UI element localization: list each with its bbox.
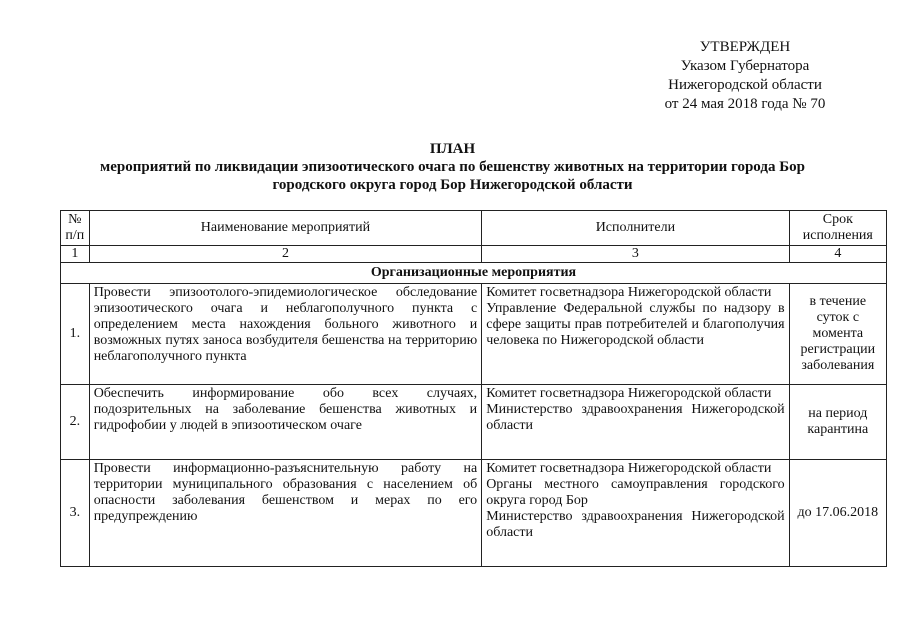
row-executors [482, 284, 789, 385]
index-row [61, 246, 887, 263]
approval-block [630, 38, 860, 114]
row-term: до 17.06.2018 [789, 460, 886, 567]
index-cell: 2 [89, 246, 482, 263]
header-executors: Исполнители [482, 211, 789, 246]
row-executors [482, 385, 789, 460]
executor: Управление Федеральной службы по надзору в сфере защиты прав потребителей и благополучия человека по Нижегородской области [486, 301, 785, 348]
executor: Органы местного самоуправления городского округа город Бор [486, 477, 785, 508]
document-title: ПЛАН [429, 141, 476, 157]
section-row [61, 263, 887, 284]
index-cell: 1 [61, 246, 90, 263]
table-row [61, 284, 887, 385]
header-name: Наименование мероприятий [89, 211, 482, 246]
row-number: 1. [61, 284, 90, 385]
row-number: 2. [61, 385, 90, 460]
executor: Комитет госветнадзора Нижегородской области [486, 285, 772, 300]
section-title: Организационные мероприятия [61, 263, 887, 284]
row-executors [482, 460, 789, 567]
approval-authority: Указом Губернатора [680, 58, 810, 74]
header-row [61, 211, 887, 246]
approval-region: Нижегородской области [668, 77, 822, 93]
approval-status: УТВЕРЖДЕН [699, 39, 791, 55]
table-row [61, 385, 887, 460]
row-activity: Провести информационно-разъяснительную работу на территории муниципального образования с населением об опасности заболевания бешенством и мерах по его предупреждению [89, 460, 482, 567]
row-term: на период карантина [789, 385, 886, 460]
table-row [61, 460, 887, 567]
document-subtitle: мероприятий по ликвидации эпизоотического очага по бешенству животных на территории города Бор городского округа город Бор Нижегородской области [100, 159, 805, 193]
row-number: 3. [61, 460, 90, 567]
index-cell: 4 [789, 246, 886, 263]
executor: Комитет госветнадзора Нижегородской области [486, 461, 772, 476]
executor: Министерство здравоохранения Нижегородской области [486, 402, 785, 433]
row-activity: Обеспечить информирование обо всех случаях, подозрительных на заболевание бешенства животных и гидрофобии у людей в эпизоотическом очаге [89, 385, 482, 460]
index-cell: 3 [482, 246, 789, 263]
plan-table [60, 210, 887, 567]
header-term: Срок исполнения [789, 211, 886, 246]
executor: Министерство здравоохранения Нижегородской области [486, 509, 785, 540]
approval-date: от 24 мая 2018 года № 70 [664, 96, 826, 112]
header-num: № п/п [61, 211, 90, 246]
row-term: в течение суток с момента регистрации заболевания [789, 284, 886, 385]
executor: Комитет госветнадзора Нижегородской области [486, 386, 772, 401]
row-activity: Провести эпизоотолого-эпидемиологическое обследование эпизоотического очага и неблагополучного пункта с определением места нахождения больного животного и возможных путях заноса возбудителя бешенства на территорию неблагополучного пункта [89, 284, 482, 385]
